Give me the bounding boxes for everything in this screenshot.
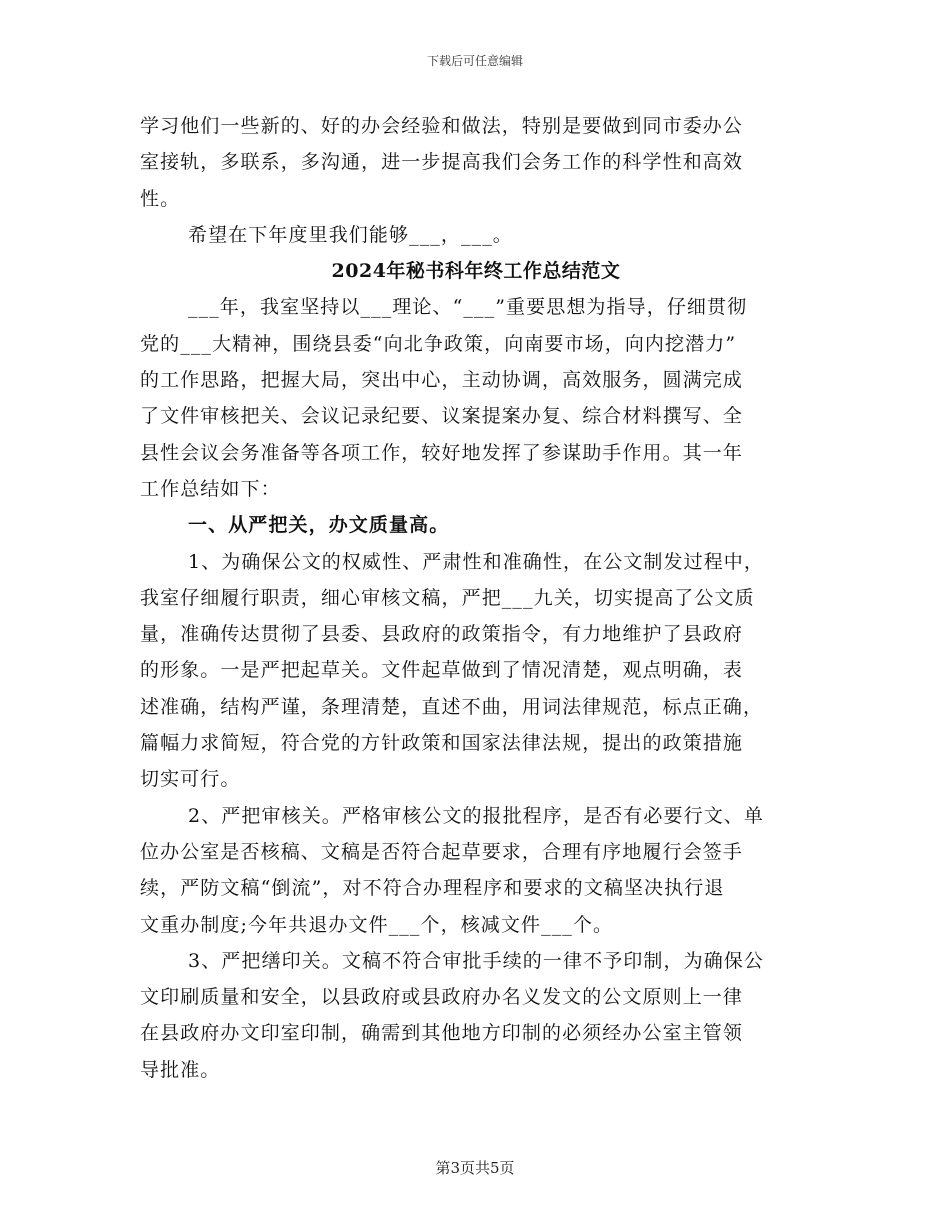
- section-heading: 一、从严把关，办文质量高。: [188, 514, 450, 537]
- text-line: 了文件审核把关、会议记录纪要、议案提案办复、综合材料撰写、全: [140, 405, 744, 428]
- text-line: 希望在下年度里我们能够___，___。: [188, 223, 513, 246]
- text-line: 的工作思路，把握大局，突出中心，主动协调，高效服务，圆满完成: [140, 369, 744, 392]
- text-line: 续，严防文稿“倒流”，对不符合办理程序和要求的文稿坚决执行退: [140, 877, 725, 900]
- text-line: 2、严把审核关。严格审核公文的报批程序，是否有必要行文、单: [188, 804, 764, 827]
- text-line: 量，准确传达贯彻了县委、县政府的政策指令，有力地维护了县政府: [140, 623, 744, 646]
- page-header: 下载后可任意编辑: [426, 54, 523, 68]
- text-line: 学习他们一些新的、好的办会经验和做法，特别是要做到同市委办公: [140, 115, 744, 137]
- text-line: 工作总结如下：: [140, 477, 281, 500]
- page-number: 第3页共5页: [435, 1159, 515, 1177]
- text-line: 述准确，结构严谨，条理清楚，直述不曲，用词法律规范，标点正确，: [140, 695, 764, 718]
- text-line: 在县政府办文印室印制，确需到其他地方印制的必须经办公室主管领: [140, 1022, 744, 1045]
- text-line: 我室仔细履行职责，细心审核文稿，严把___九关，切实提高了公文质: [140, 586, 755, 609]
- text-line: 文重办制度;今年共退办文件___个，核减文件___个。: [140, 913, 614, 936]
- text-line: 导批准。: [140, 1058, 221, 1081]
- text-line: 性。: [140, 187, 181, 210]
- text-line: 室接轨，多联系，多沟通，进一步提高我们会务工作的科学性和高效: [140, 151, 744, 174]
- text-line: 位办公室是否核稿、文稿是否符合起草要求，合理有序地履行会签手: [140, 840, 744, 863]
- text-line: 文印刷质量和安全，以县政府或县政府办名义发文的公文原则上一律: [140, 986, 744, 1009]
- text-line: 县性会议会务准备等各项工作，较好地发挥了参谋助手作用。其一年: [140, 441, 744, 464]
- document-title: 2024年秘书科年终工作总结范文: [331, 260, 621, 283]
- text-line: 党的___大精神，围绕县委“向北争政策，向南要市场，向内挖潜力”: [140, 332, 737, 355]
- text-line: 的形象。一是严把起草关。文件起草做到了情况清楚，观点明确，表: [140, 659, 744, 682]
- text-line: 1、为确保公文的权威性、严肃性和准确性，在公文制发过程中，: [188, 550, 764, 573]
- text-line: ___年，我室坚持以___理论、“___”重要思想为指导，仔细贯彻: [188, 296, 748, 319]
- text-line: 切实可行。: [140, 768, 241, 791]
- document-body: [140, 108, 812, 1088]
- text-line: 3、严把缮印关。文稿不符合审批手续的一律不予印制，为确保公: [188, 949, 764, 972]
- text-line: 篇幅力求简短，符合党的方针政策和国家法律法规，提出的政策措施: [140, 732, 744, 755]
